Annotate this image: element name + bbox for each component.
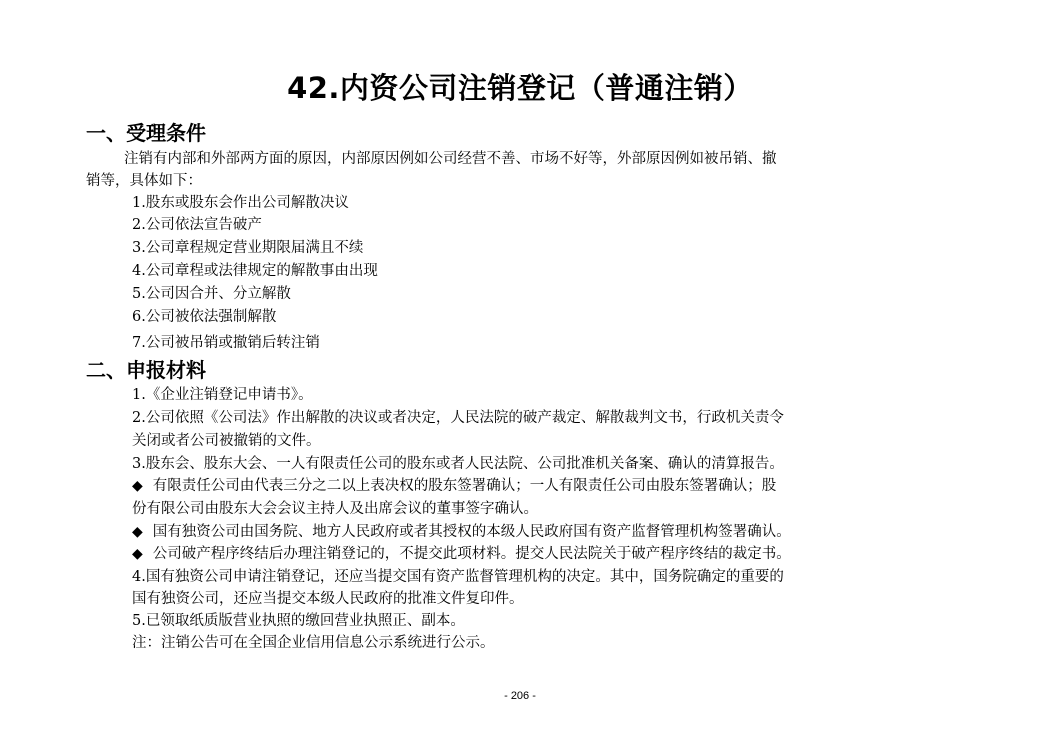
condition-item: 1.股东或股东会作出公司解散决议 <box>132 195 349 211</box>
bullet-text: 公司破产程序终结后办理注销登记的，不提交此项材料。提交人民法院关于破产程序终结的裁定书。 <box>152 546 791 562</box>
bullet-text: 国有独资公司由国务院、地方人民政府或者其授权的本级人民政府国有资产监督管理机构签署确认。 <box>152 524 791 540</box>
intro-text-line: 注销有内部和外部两方面的原因，内部原因例如公司经营不善、市场不好等，外部原因例如被吊销、撤 <box>124 151 777 167</box>
bullet-line <box>132 544 791 565</box>
diamond-bullet-icon: ◆ <box>132 524 143 540</box>
page-number: - 206 - <box>504 690 536 702</box>
bullet-line <box>132 476 776 497</box>
material-item-continued: 关闭或者公司被撤销的文件。 <box>132 433 321 449</box>
condition-item: 4.公司章程或法律规定的解散事由出现 <box>132 263 378 279</box>
material-item: 5.已领取纸质版营业执照的缴回营业执照正、副本。 <box>132 613 465 629</box>
intro-text-line: 销等，具体如下： <box>86 173 202 189</box>
diamond-bullet-icon: ◆ <box>132 546 143 562</box>
bullet-line <box>132 522 791 543</box>
material-item: 1.《企业注销登记申请书》。 <box>132 387 313 403</box>
condition-item: 7.公司被吊销或撤销后转注销 <box>132 335 320 351</box>
diamond-bullet-icon: ◆ <box>132 478 143 494</box>
condition-item: 6.公司被依法强制解散 <box>132 309 277 325</box>
page-title: 42.内资公司注销登记（普通注销） <box>287 71 753 105</box>
bullet-text: 有限责任公司由代表三分之二以上表决权的股东签署确认；一人有限责任公司由股东签署确认；股 <box>152 478 777 494</box>
condition-item: 3.公司章程规定营业期限届满且不续 <box>132 240 364 256</box>
bullet-line-continued: 份有限公司由股东大会会议主持人及出席会议的董事签字确认。 <box>132 501 538 517</box>
section-heading-acceptance-conditions: 一、受理条件 <box>86 121 206 145</box>
section-heading-application-materials: 二、申报材料 <box>86 358 206 382</box>
material-item: 3.股东会、股东大会、一人有限责任公司的股东或者人民法院、公司批准机关备案、确认的清算报告。 <box>132 456 784 472</box>
note-text: 注：注销公告可在全国企业信用信息公示系统进行公示。 <box>132 635 495 651</box>
material-item-continued: 国有独资公司，还应当提交本级人民政府的批准文件复印件。 <box>132 591 524 607</box>
material-item: 2.公司依照《公司法》作出解散的决议或者决定，人民法院的破产裁定、解散裁判文书，行政机关责令 <box>132 410 784 426</box>
condition-item: 2.公司依法宣告破产 <box>132 217 262 233</box>
material-item: 4.国有独资公司申请注销登记，还应当提交国有资产监督管理机构的决定。其中，国务院确定的重要的 <box>132 569 784 585</box>
condition-item: 5.公司因合并、分立解散 <box>132 286 291 302</box>
